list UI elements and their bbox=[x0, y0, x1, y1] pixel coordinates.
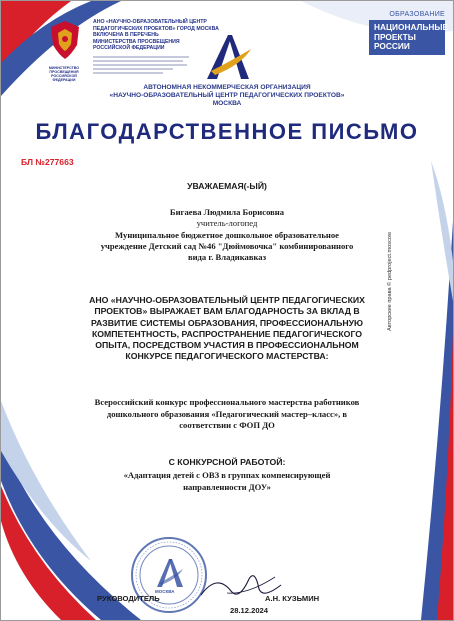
gratitude-block bbox=[1, 295, 453, 363]
recipient-name: Бигаева Людмила Борисовна bbox=[169, 207, 285, 217]
contest-line-2: дошкольного образования «Педагогический мастер–класс», в bbox=[106, 408, 348, 419]
np-line-1: НАЦИОНАЛЬНЫЕ bbox=[374, 22, 448, 32]
work-block bbox=[1, 470, 453, 493]
stamp-city: МОСКВА bbox=[155, 589, 175, 594]
org-city: МОСКВА bbox=[212, 100, 242, 107]
gratitude-line-6: КОНКУРСЕ ПЕДАГОГИЧЕСКОГО МАСТЕРСТВА: bbox=[125, 351, 329, 362]
np-top-label: ОБРАЗОВАНИЕ bbox=[389, 11, 445, 18]
signer-name: А.Н. КУЗЬМИН bbox=[265, 594, 320, 603]
org-type: АВТОНОМНАЯ НЕКОММЕРЧЕСКАЯ ОРГАНИЗАЦИЯ bbox=[143, 84, 311, 91]
org-name: «НАУЧНО-ОБРАЗОВАТЕЛЬНЫЙ ЦЕНТР ПЕДАГОГИЧЕСКИХ ПРОЕКТОВ» bbox=[109, 92, 345, 99]
document-date: 28.12.2024 bbox=[230, 606, 269, 615]
inclusion-line-3: ВКЛЮЧЕНА В ПЕРЕЧЕНЬ bbox=[93, 32, 159, 39]
greeting: УВАЖАЕМАЯ(-ЫЙ) bbox=[187, 181, 267, 191]
inclusion-line-2: ПЕДАГОГИЧЕСКИХ ПРОЕКТОВ» ГОРОД МОСКВА bbox=[93, 25, 219, 32]
work-title-line-1: «Адаптация детей с ОВЗ в группах компенсирующей bbox=[123, 470, 331, 480]
title-wrap bbox=[1, 119, 453, 145]
inclusion-line-4: МИНИСТЕРСТВА ПРОСВЕЩЕНИЯ bbox=[93, 38, 180, 45]
contest-block bbox=[1, 397, 453, 432]
fine-print-lines bbox=[93, 55, 193, 77]
ministry-logo bbox=[45, 17, 89, 82]
copyright-note: Авторские права © pedproject.moscow bbox=[387, 231, 393, 331]
np-line-3: РОССИИ bbox=[374, 41, 410, 51]
document-number: БЛ №277663 bbox=[21, 157, 74, 167]
work-title-line-2: направленности ДОУ» bbox=[183, 481, 271, 492]
np-badge bbox=[369, 20, 448, 55]
contest-line-1: Всероссийский конкурс профессионального мастерства работников bbox=[94, 397, 360, 407]
gratitude-line-3: РАЗВИТИЕ СИСТЕМЫ ОБРАЗОВАНИЯ, ПРОФЕССИОНАЛЬНУЮ bbox=[90, 317, 364, 328]
work-heading: С КОНКУРСНОЙ РАБОТОЙ: bbox=[168, 457, 286, 467]
signer-role: РУКОВОДИТЕЛЬ bbox=[97, 594, 160, 603]
gratitude-line-1: АНО «НАУЧНО-ОБРАЗОВАТЕЛЬНЫЙ ЦЕНТР ПЕДАГОГИЧЕСКИХ bbox=[89, 295, 365, 305]
np-line-2: ПРОЕКТЫ bbox=[374, 31, 416, 42]
ministry-caption: МИНИСТЕРСТВО ПРОСВЕЩЕНИЯ РОССИЙСКОЙ ФЕДЕРАЦИИ bbox=[48, 66, 80, 82]
recipient-org-line-1: Муниципальное бюджетное дошкольное образовательное bbox=[115, 229, 339, 240]
national-projects-logo bbox=[369, 11, 448, 55]
document-title: БЛАГОДАРСТВЕННОЕ ПИСЬМО bbox=[35, 119, 419, 144]
gratitude-line-5: ОПЫТА, ПОСРЕДСТВОМ УЧАСТИЯ В ПРОФЕССИОНАЛЬНОМ bbox=[95, 340, 359, 351]
recipient-org-line-3: вида г. Владикавказ bbox=[187, 252, 267, 263]
gratitude-line-4: КОМПЕТЕНТНОСТЬ, РАСПРОСТРАНЕНИЕ ПЕДАГОГИЧЕСКОГО bbox=[91, 328, 363, 339]
eagle-emblem-icon bbox=[45, 17, 85, 61]
recipient-block bbox=[1, 207, 453, 263]
inclusion-line-5: РОССИЙСКОЙ ФЕДЕРАЦИИ bbox=[93, 45, 165, 52]
inclusion-line-1: АНО «НАУЧНО-ОБРАЗОВАТЕЛЬНЫЙ ЦЕНТР bbox=[93, 19, 207, 25]
gratitude-line-2: ПРОЕКТОВ» ВЫРАЖАЕТ ВАМ БЛАГОДАРНОСТЬ ЗА ВКЛАД В bbox=[94, 306, 360, 317]
center-a-logo-icon bbox=[201, 31, 255, 83]
recipient-position: учитель-логопед bbox=[196, 218, 258, 229]
inclusion-note bbox=[93, 19, 219, 52]
recipient-org-line-2: учреждение Детский сад №46 "Дюймовочка" комбинированного bbox=[100, 240, 354, 251]
contest-line-3: соответствии с ФОП ДО bbox=[179, 420, 275, 430]
organization-block bbox=[1, 84, 453, 108]
